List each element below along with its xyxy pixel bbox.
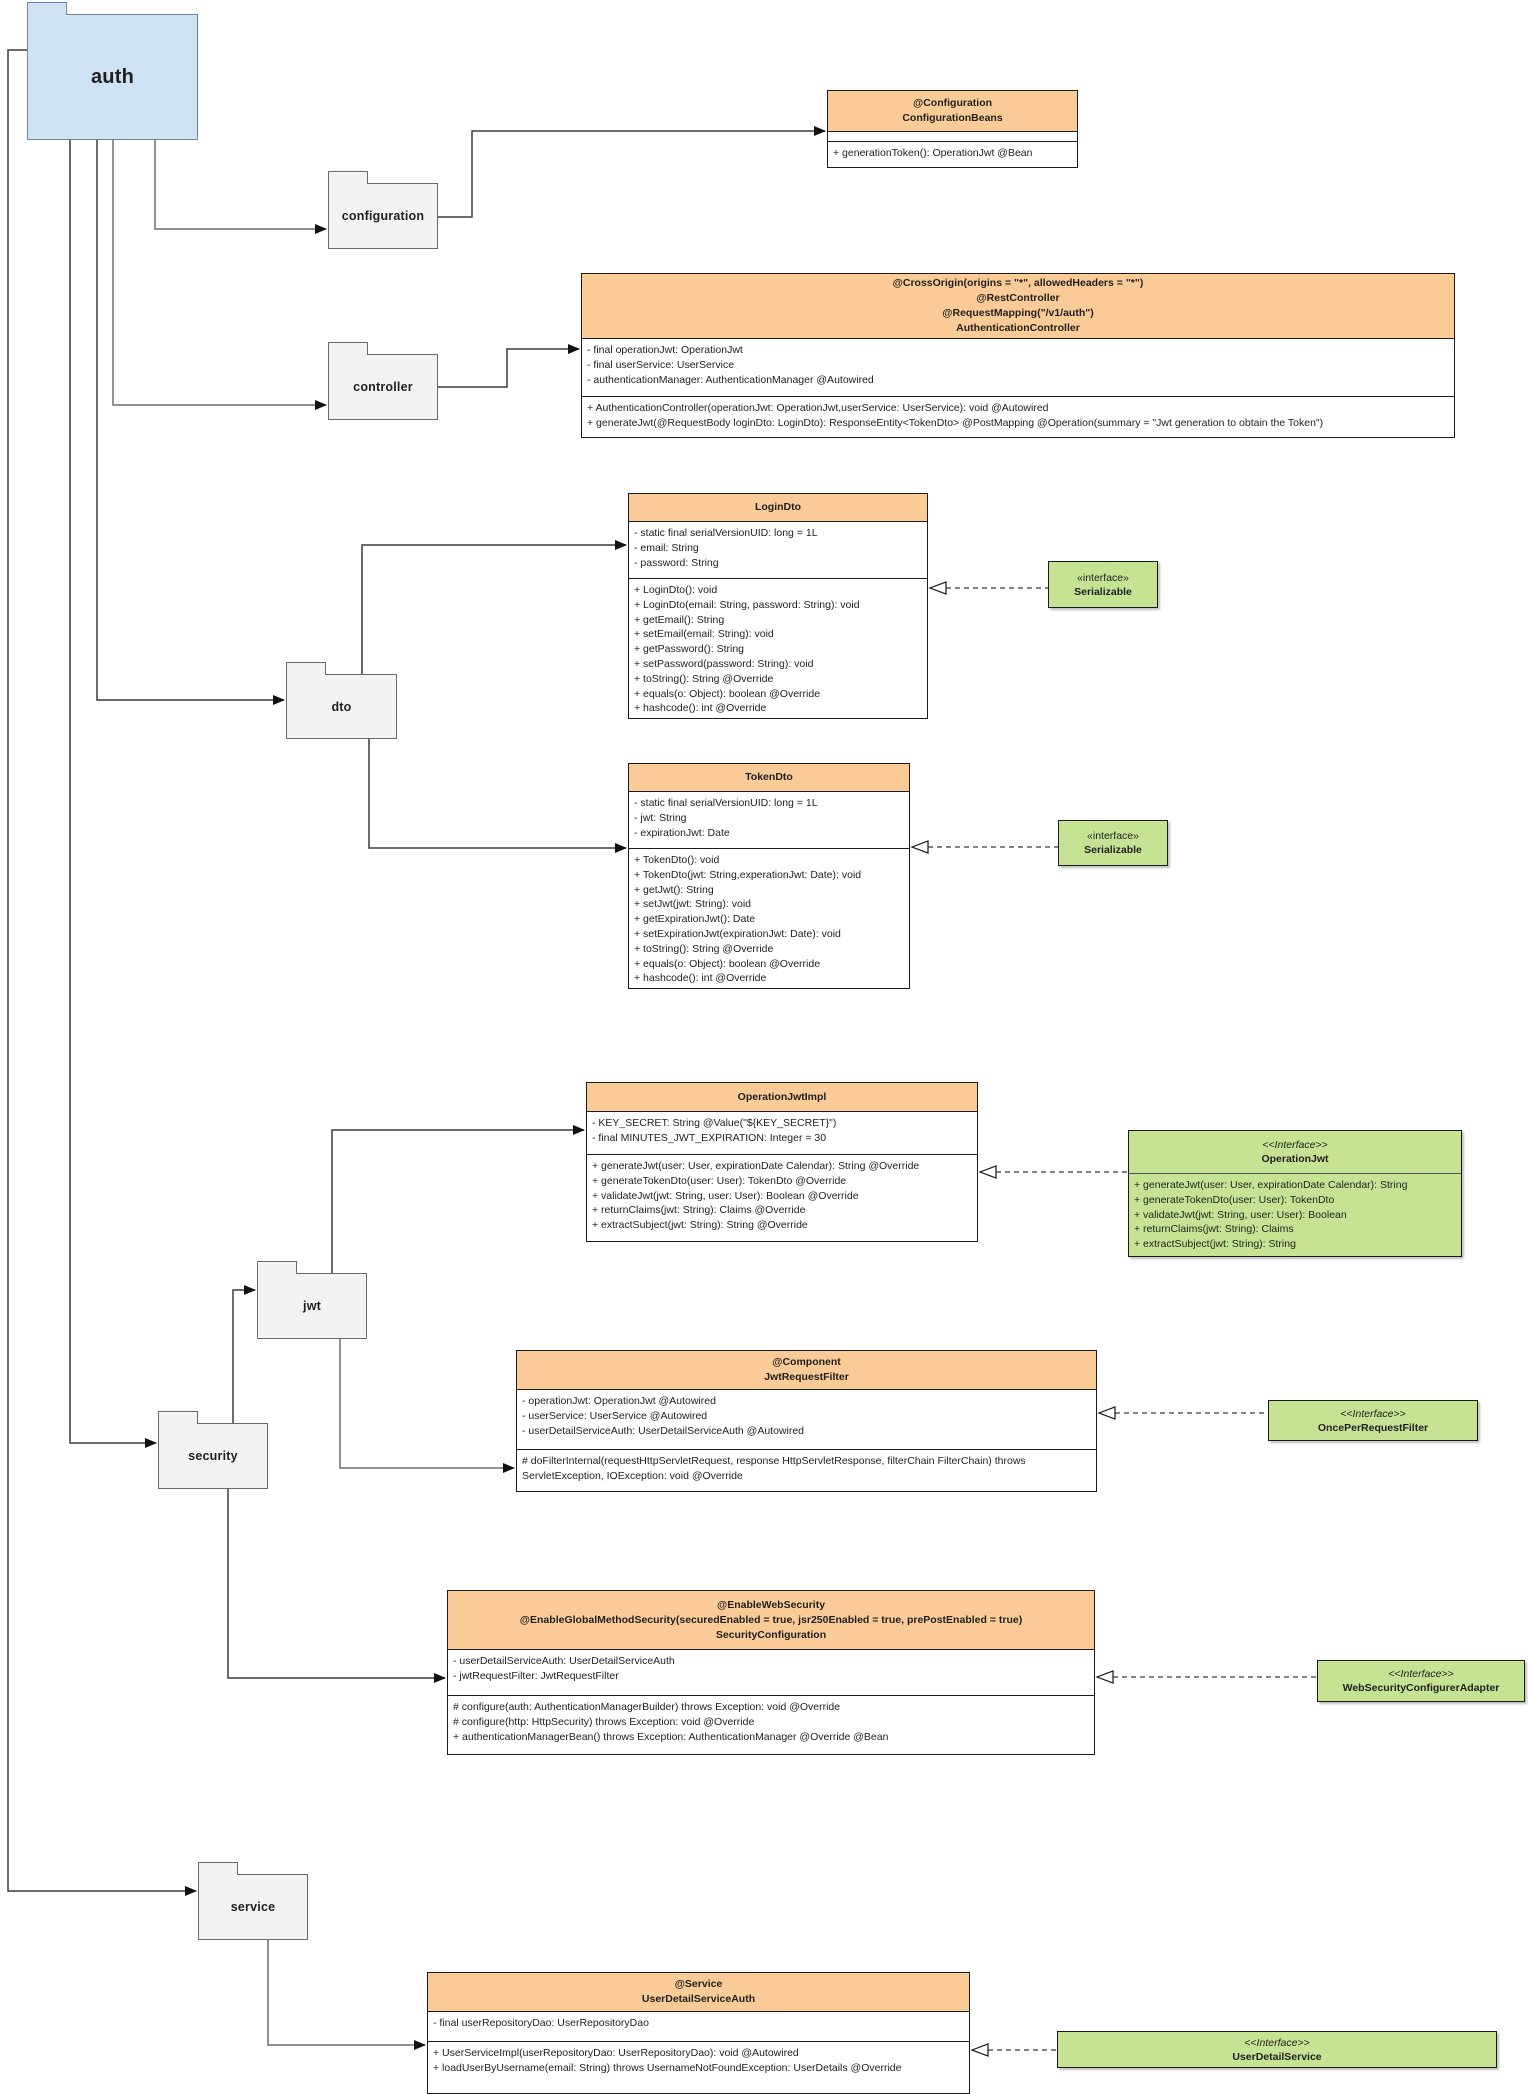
member-line: + toString(): String @Override	[634, 942, 774, 955]
member-line: - authenticationManager: AuthenticationManager @Autowired	[587, 373, 874, 386]
edge-configuration-to-configurationbeans	[438, 131, 825, 217]
member-line: + equals(o: Object): boolean @Override	[634, 687, 821, 700]
package-security-label: security	[188, 1449, 238, 1463]
edge-security-to-securityconfiguration	[228, 1489, 445, 1678]
member-line: + generationToken(): OperationJwt @Bean	[833, 147, 1033, 159]
interface-name: UserDetailService	[1232, 2050, 1322, 2063]
interface-name: WebSecurityConfigurerAdapter	[1342, 1682, 1500, 1694]
package-service[interactable]	[198, 1874, 308, 1940]
interface-serializable-login[interactable]	[1048, 561, 1158, 608]
member-line: - jwtRequestFilter: JwtRequestFilter	[453, 1669, 619, 1682]
class-methods	[629, 578, 927, 718]
class-attributes	[428, 2011, 969, 2041]
member-line: - expirationJwt: Date	[634, 826, 730, 839]
interface-stereotype: <<Interface>>	[1262, 1139, 1328, 1151]
member-line: + AuthenticationController(operationJwt: OperationJwt,userService: UserService): void @Autowired	[587, 402, 1049, 414]
interface-name: OperationJwt	[1261, 1153, 1329, 1165]
class-login-dto[interactable]	[628, 493, 928, 719]
interface-stereotype: <<Interface>>	[1244, 2036, 1310, 2049]
member-line: + extractSubject(jwt: String): String	[1134, 1238, 1296, 1251]
class-token-dto[interactable]	[628, 763, 910, 989]
package-configuration[interactable]	[328, 183, 438, 249]
member-line: + setPassword(password: String): void	[634, 657, 814, 670]
member-line: + toString(): String @Override	[634, 672, 774, 685]
class-methods	[517, 1449, 1096, 1491]
member-line: UserDetailServiceAuth	[641, 1993, 756, 2005]
member-line: - static final serialVersionUID: long = 1L	[634, 527, 818, 539]
class-attributes	[629, 521, 927, 578]
package-configuration-label: configuration	[341, 209, 425, 223]
hollow-triangle-securityconfiguration	[1097, 1671, 1113, 1683]
member-line: + setExpirationJwt(expirationJwt: Date): void	[634, 927, 841, 940]
member-line: TokenDto	[745, 771, 793, 783]
edge-controller-to-authenticationcontroller	[438, 349, 579, 387]
member-line: JwtRequestFilter	[764, 1371, 849, 1383]
edge-jwt-to-jwtrequestfilter	[340, 1339, 514, 1468]
class-header	[629, 764, 909, 791]
member-line: + validateJwt(jwt: String, user: User): Boolean @Override	[592, 1189, 859, 1202]
class-attributes	[828, 131, 1077, 141]
interface-name: Serializable	[1084, 844, 1142, 856]
package-controller-tab	[328, 342, 368, 355]
member-line: + setJwt(jwt: String): void	[634, 898, 751, 911]
member-line: - KEY_SECRET: String @Value("${KEY_SECRET}")	[592, 1117, 837, 1129]
member-line: + TokenDto(): void	[634, 854, 720, 866]
member-line: @Component	[772, 1356, 841, 1368]
member-line: + generateJwt(@RequestBody loginDto: LoginDto): ResponseEntity<TokenDto> @PostMapping @Operation(summary = "Jwt generation to obtain the Token")	[587, 416, 1324, 429]
hollow-triangle-userdetailserviceauth	[972, 2044, 988, 2056]
class-configuration-beans[interactable]	[827, 90, 1078, 168]
member-line: - userDetailServiceAuth: UserDetailServiceAuth @Autowired	[522, 1424, 805, 1437]
member-line: + getPassword(): String	[634, 643, 745, 656]
class-user-detail-service-auth[interactable]	[427, 1972, 970, 2094]
class-attributes	[587, 1111, 977, 1154]
edge-jwt-to-operationjwtimpl	[332, 1130, 584, 1273]
member-line: SecurityConfiguration	[715, 1628, 827, 1641]
class-security-configuration[interactable]	[447, 1590, 1095, 1755]
package-auth[interactable]	[27, 14, 198, 140]
member-line: + extractSubject(jwt: String): String @Override	[592, 1219, 808, 1232]
interface-stereotype: <<Interface>>	[1340, 1407, 1406, 1420]
member-line: + generateJwt(user: User, expirationDate Calendar): String	[1134, 1179, 1408, 1191]
interface-stereotype: <<Interface>>	[1388, 1668, 1454, 1680]
member-line: + getEmail(): String	[634, 613, 725, 626]
class-header	[428, 1973, 969, 2011]
interface-web-security-configurer-adapter[interactable]	[1317, 1660, 1525, 1702]
edge-security-to-jwt	[233, 1290, 255, 1423]
interface-serializable-token[interactable]	[1058, 820, 1168, 866]
member-line: @RestController	[976, 292, 1060, 304]
interface-operation-jwt[interactable]	[1128, 1130, 1462, 1257]
member-line: @EnableWebSecurity	[716, 1598, 826, 1611]
member-line: - password: String	[634, 556, 719, 569]
edge-auth-to-service	[8, 50, 196, 1891]
member-line: - final userService: UserService	[587, 358, 735, 371]
member-line: - email: String	[634, 541, 699, 554]
member-line: @Configuration	[912, 97, 993, 109]
member-line: + getJwt(): String	[634, 883, 714, 896]
package-controller[interactable]	[328, 354, 438, 420]
member-line: - final MINUTES_JWT_EXPIRATION: Integer = 30	[592, 1131, 827, 1144]
package-dto-label: dto	[331, 699, 352, 714]
class-operation-jwt-impl[interactable]	[586, 1082, 978, 1242]
member-line: @Service	[674, 1978, 723, 1990]
member-line: AuthenticationController	[956, 322, 1080, 334]
member-line: @RequestMapping("/v1/auth")	[942, 307, 1094, 319]
class-attributes	[517, 1389, 1096, 1449]
package-auth-label: auth	[90, 65, 135, 88]
package-jwt[interactable]	[257, 1273, 367, 1339]
package-controller-label: controller	[353, 380, 413, 394]
member-line: - final userRepositoryDao: UserRepositoryDao	[433, 2017, 649, 2029]
class-header	[828, 91, 1077, 131]
edge-auth-to-dto	[97, 140, 284, 700]
member-line: + authenticationManagerBean() throws Exception: AuthenticationManager @Override @Bean	[453, 1730, 889, 1743]
class-attributes	[448, 1649, 1094, 1695]
edge-auth-to-controller	[113, 140, 326, 405]
package-dto-tab	[286, 662, 326, 675]
class-authentication-controller[interactable]	[581, 273, 1455, 438]
member-line: + generateTokenDto(user: User): TokenDto @Override	[592, 1174, 847, 1187]
hollow-triangle-jwtrequestfilter	[1099, 1407, 1115, 1419]
hollow-triangle-logindto	[930, 582, 946, 594]
interface-stereotype: «interface»	[1087, 830, 1139, 842]
member-line: - userService: UserService @Autowired	[522, 1409, 708, 1422]
package-service-tab	[198, 1862, 238, 1875]
class-methods	[828, 141, 1077, 167]
member-line: LoginDto	[754, 501, 802, 513]
package-jwt-label: jwt	[303, 1299, 321, 1313]
member-line: - final operationJwt: OperationJwt	[587, 344, 743, 356]
member-line: # configure(auth: AuthenticationManagerBuilder) throws Exception: void @Override	[453, 1701, 841, 1713]
member-line: - userDetailServiceAuth: UserDetailServiceAuth	[453, 1655, 675, 1667]
class-header	[582, 274, 1454, 338]
member-line: - static final serialVersionUID: long = 1L	[634, 797, 818, 809]
edge-auth-to-configuration	[155, 140, 326, 229]
interface-user-detail-service[interactable]	[1057, 2031, 1497, 2068]
interface-name: Serializable	[1074, 585, 1132, 598]
member-line: + returnClaims(jwt: String): Claims @Override	[592, 1204, 806, 1217]
member-line: + hashcode(): int @Override	[634, 702, 767, 715]
member-line: + loadUserByUsername(email: String) throws UsernameNotFoundException: UserDetails @Override	[433, 2061, 902, 2074]
class-methods	[587, 1154, 977, 1241]
member-line: @CrossOrigin(origins = "*", allowedHeaders = "*")	[892, 277, 1144, 289]
package-security-tab	[158, 1411, 198, 1424]
member-line: ConfigurationBeans	[902, 112, 1003, 124]
member-line: # configure(http: HttpSecurity) throws Exception: void @Override	[453, 1715, 755, 1728]
package-security[interactable]	[158, 1423, 268, 1489]
interface-once-per-request-filter[interactable]	[1268, 1400, 1478, 1441]
class-header	[517, 1351, 1096, 1389]
member-line: + generateTokenDto(user: User): TokenDto	[1134, 1193, 1335, 1206]
class-header	[587, 1083, 977, 1111]
class-methods	[582, 396, 1454, 437]
member-line: + hashcode(): int @Override	[634, 972, 767, 985]
member-line: + LoginDto(email: String, password: String): void	[634, 598, 860, 611]
member-line: - operationJwt: OperationJwt @Autowired	[522, 1395, 716, 1407]
member-line: + setEmail(email: String): void	[634, 628, 774, 641]
member-line: + LoginDto(): void	[634, 584, 718, 596]
member-line: + returnClaims(jwt: String): Claims	[1134, 1223, 1294, 1236]
member-line: + getExpirationJwt(): Date	[634, 913, 756, 926]
class-header	[629, 494, 927, 521]
member-line: + generateJwt(user: User, expirationDate Calendar): String @Override	[592, 1160, 920, 1172]
package-configuration-tab	[328, 171, 368, 184]
member-line: + UserServiceImpl(userRepositoryDao: UserRepositoryDao): void @Autowired	[433, 2047, 799, 2059]
hollow-triangle-operationjwtimpl	[980, 1166, 996, 1178]
edge-service-to-userdetailserviceauth	[268, 1940, 425, 2045]
class-jwt-request-filter[interactable]	[516, 1350, 1097, 1492]
class-methods	[448, 1695, 1094, 1754]
package-jwt-tab	[257, 1261, 297, 1274]
member-line: - jwt: String	[634, 811, 687, 824]
member-line: + equals(o: Object): boolean @Override	[634, 957, 821, 970]
edge-dto-to-logindto	[362, 545, 626, 674]
member-line: + TokenDto(jwt: String,experationJwt: Date): void	[634, 868, 862, 881]
member-line: # doFilterInternal(requestHttpServletRequest, response HttpServletResponse, filterChain FilterChain) throws ServletException, IOException: void @Override	[522, 1455, 1026, 1482]
package-dto[interactable]	[286, 674, 397, 739]
interface-name: OncePerRequestFilter	[1317, 1421, 1429, 1434]
class-methods	[428, 2041, 969, 2093]
package-service-label: service	[230, 1900, 276, 1914]
edge-dto-to-tokendto	[369, 739, 626, 848]
hollow-triangle-tokendto	[912, 841, 928, 853]
member-line: @EnableGlobalMethodSecurity(securedEnabled = true, jsr250Enabled = true, prePostEnabled = true)	[519, 1613, 1023, 1626]
package-auth-tab	[27, 2, 67, 15]
interface-stereotype: «interface»	[1077, 571, 1129, 584]
class-attributes	[582, 338, 1454, 396]
class-header	[448, 1591, 1094, 1649]
interface-methods	[1129, 1173, 1461, 1256]
class-attributes	[629, 791, 909, 848]
member-line: OperationJwtImpl	[737, 1090, 827, 1103]
class-methods	[629, 848, 909, 988]
member-line: + validateJwt(jwt: String, user: User): Boolean	[1134, 1208, 1347, 1221]
